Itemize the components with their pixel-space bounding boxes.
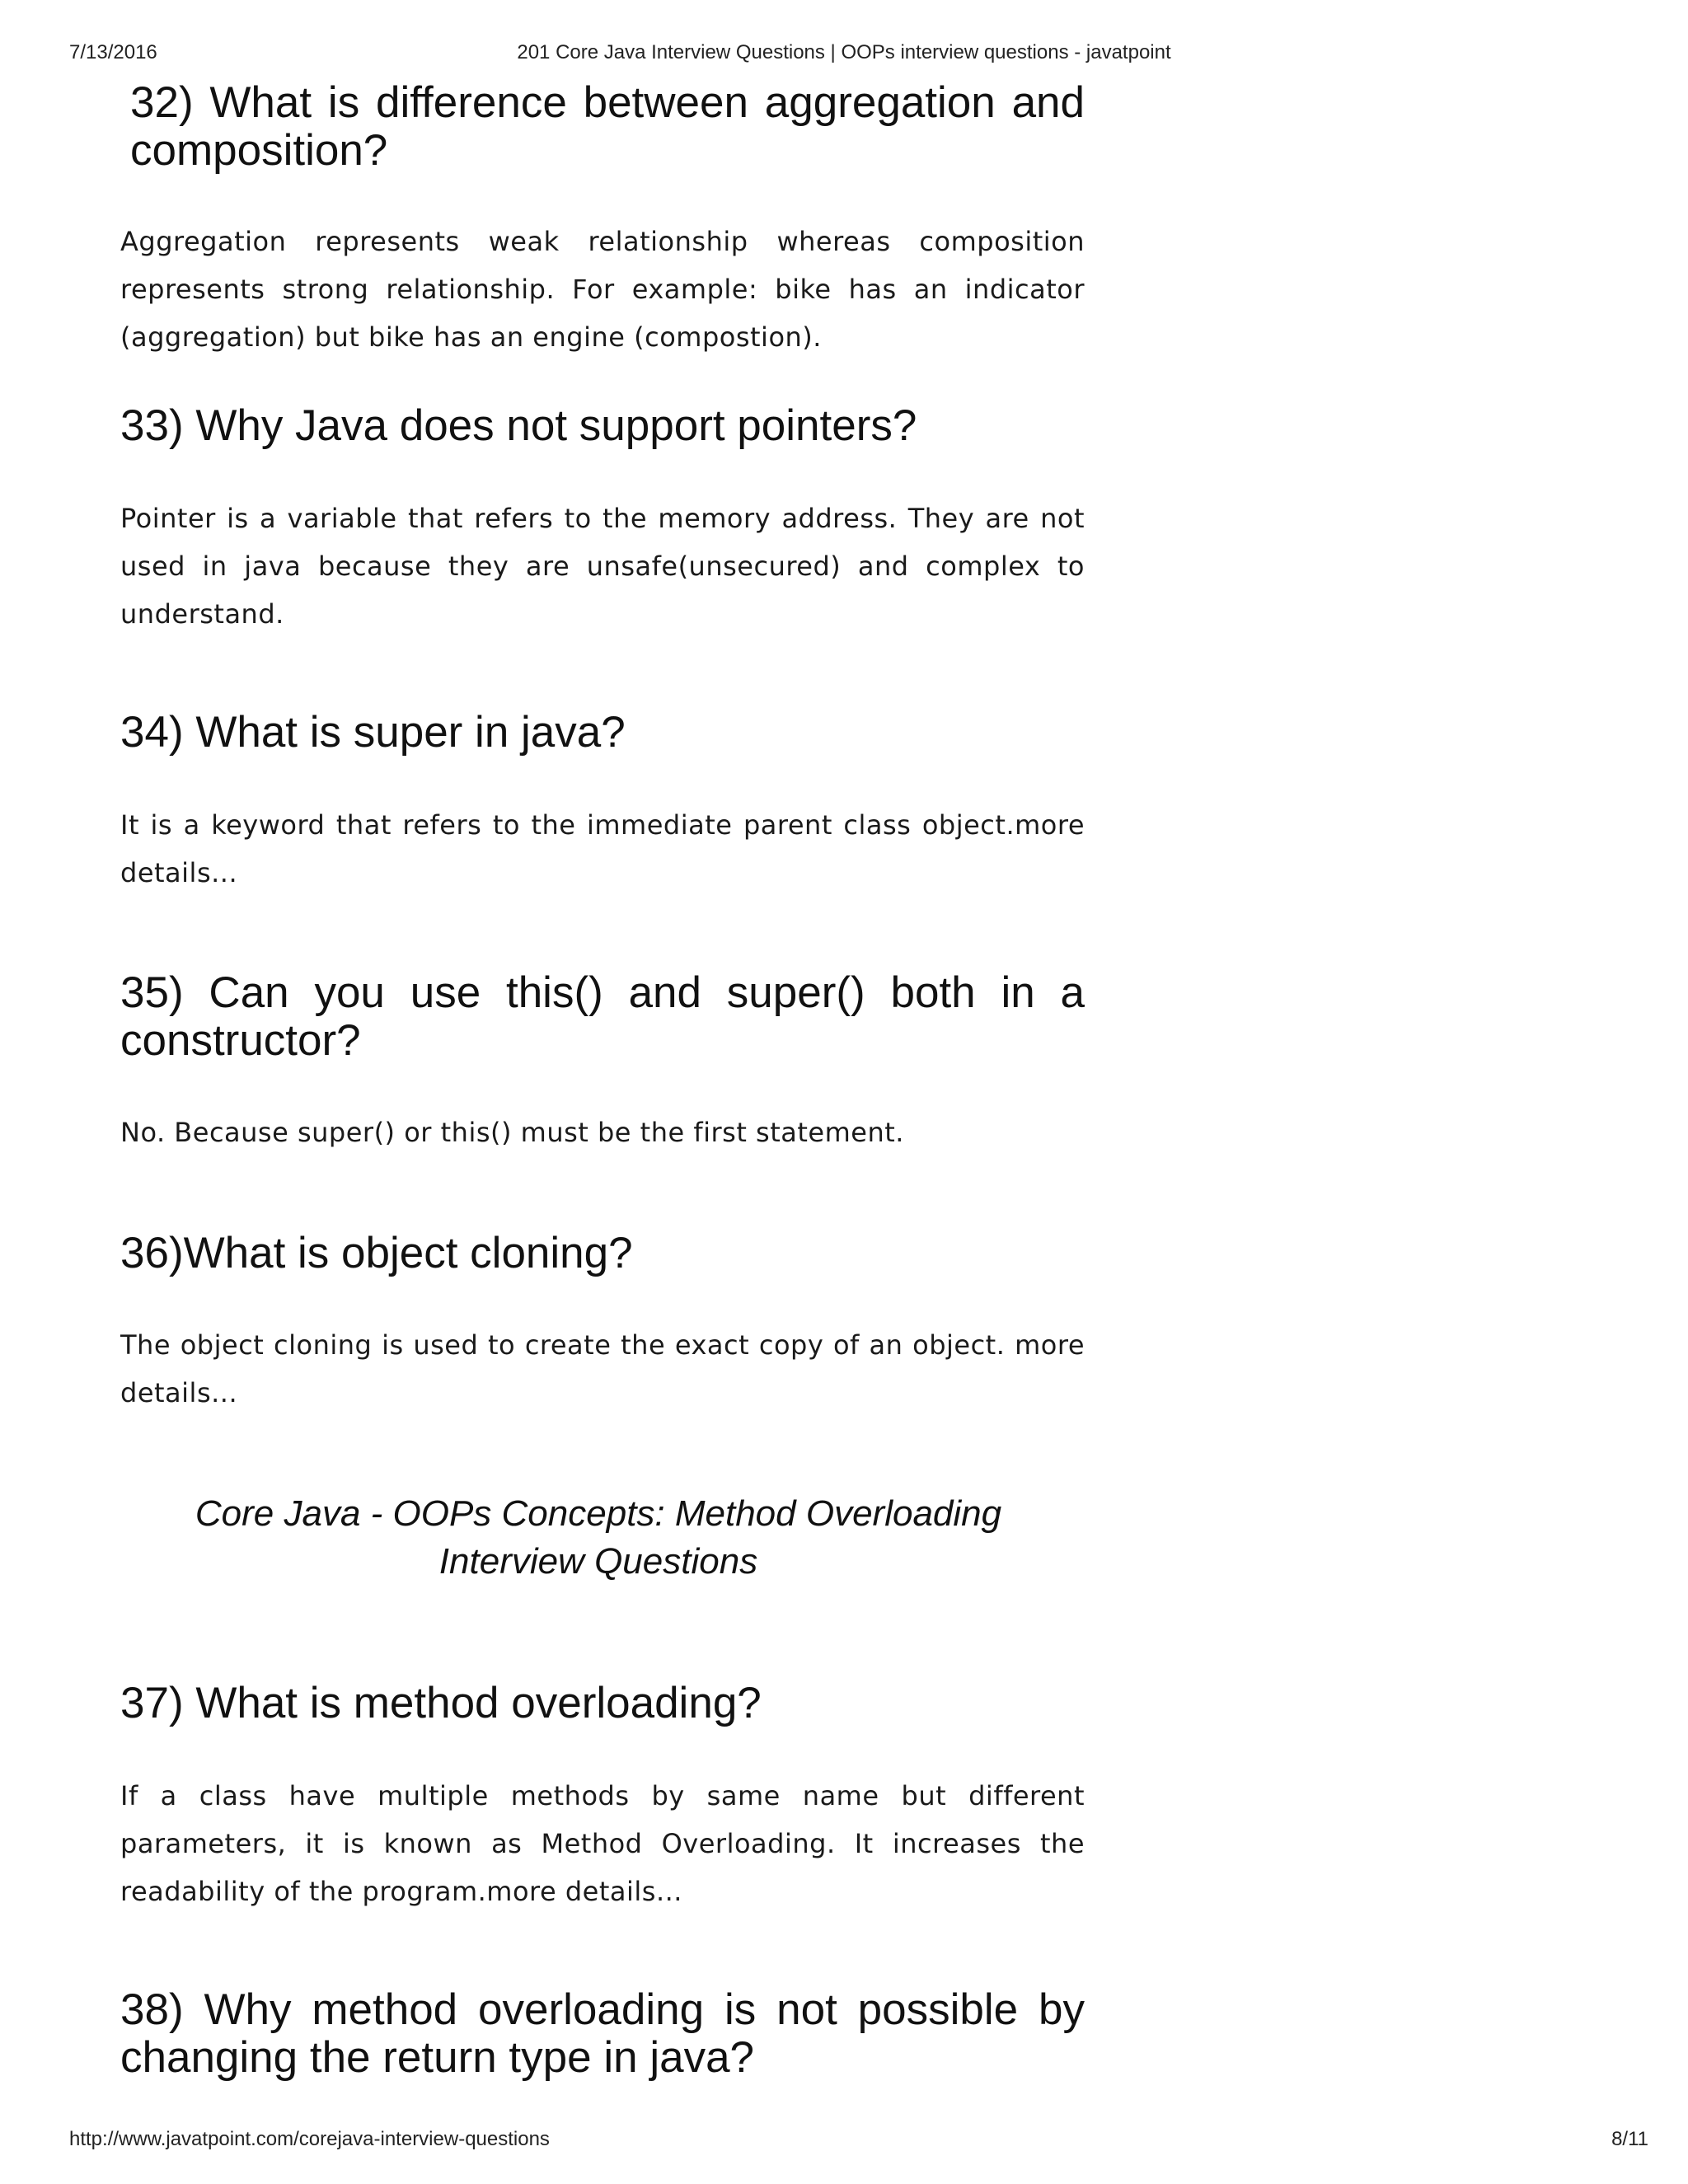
answer-32 [120, 218, 1085, 361]
footer-url[interactable]: http://www.javatpoint.com/corejava-interview-questions [69, 2128, 550, 2150]
header-date: 7/13/2016 [69, 41, 157, 63]
question-36 [120, 1230, 1085, 1277]
question-35 [120, 969, 1085, 1065]
answer-34 [120, 801, 1085, 897]
answer-37 [120, 1772, 1085, 1915]
question-heading: 36)What is object cloning? [120, 1229, 633, 1277]
footer-page-number: 8/11 [1611, 2128, 1648, 2150]
answer-text: The object cloning is used to create the exact copy of an object. more details... [120, 1329, 1085, 1408]
answer-text: No. Because super() or this() must be the first statement. [120, 1117, 904, 1148]
answer-33 [120, 494, 1085, 638]
question-38 [120, 1986, 1085, 2082]
answer-text: If a class have multiple methods by same name but different parameters, it is known as Method Overloading. It increases the readability of the program.more details... [120, 1780, 1085, 1907]
answer-text: Pointer is a variable that refers to the memory address. They are not used in java because they are unsafe(unsecured) and complex to understand. [120, 503, 1085, 630]
question-37 [120, 1680, 1085, 1727]
question-heading: 33) Why Java does not support pointers? [120, 401, 917, 450]
answer-text: It is a keyword that refers to the immediate parent class object.more details... [120, 809, 1085, 888]
question-32 [130, 79, 1085, 175]
question-heading: 38) Why method overloading is not possible by changing the return type in java? [120, 1985, 1085, 2082]
question-34 [120, 709, 1085, 757]
question-heading: 35) Can you use this() and super() both in a constructor? [120, 968, 1085, 1065]
question-33 [120, 402, 1085, 450]
question-heading: 34) What is super in java? [120, 708, 626, 757]
answer-35 [120, 1108, 1085, 1156]
question-heading: 37) What is method overloading? [120, 1679, 762, 1727]
answer-text: Aggregation represents weak relationship whereas composition represents strong relationship. For example: bike has an indicator (aggregation) but bike has an engine (compostion). [120, 226, 1085, 353]
header-title: 201 Core Java Interview Questions | OOPs interview questions - javatpoint [517, 41, 1171, 63]
section-heading: Core Java - OOPs Concepts: Method Overloading Interview Questions [195, 1493, 1002, 1582]
question-heading: 32) What is difference between aggregation and composition? [130, 78, 1085, 175]
answer-36 [120, 1321, 1085, 1417]
